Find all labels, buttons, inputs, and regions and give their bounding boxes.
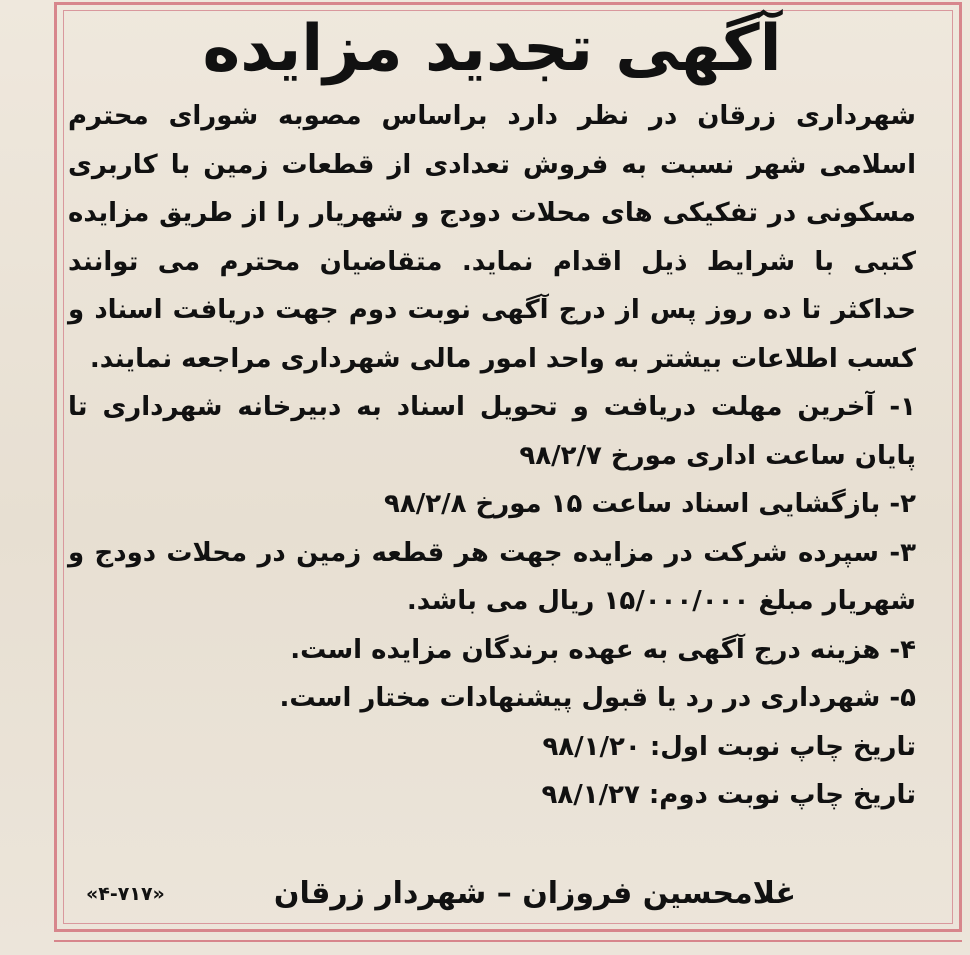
announcement-footer — [68, 872, 916, 916]
auction-announcement — [68, 10, 916, 920]
ad-reference-code: «۴-۷۱۷» — [86, 883, 165, 905]
announcement-title: آگهی تجدید مزایده — [202, 12, 782, 86]
mayor-signature: غلامحسین فروزان – شهردار زرقان — [273, 876, 796, 911]
bottom-divider — [54, 940, 962, 942]
condition-item-3: ۳- سپرده شرکت در مزایده جهت هر قطعه زمین در محلات دودج و شهریار مبلغ ۱۵/۰۰۰/۰۰۰ ریال می باشد. — [68, 537, 916, 616]
condition-item-4: ۴- هزینه درج آگهی به عهده برندگان مزایده است. — [290, 634, 916, 665]
condition-item-5: ۵- شهرداری در رد یا قبول پیشنهادات مختار است. — [279, 683, 916, 713]
condition-item-2: ۲- بازگشایی اسناد ساعت ۱۵ مورخ ۹۸/۲/۸ — [383, 489, 916, 519]
announcement-intro: شهرداری زرقان در نظر دارد براساس مصوبه شورای محترم اسلامی شهر نسبت به فروش تعدادی از قطعات زمین با کاربری مسکونی در تفکیکی های محلات دودج و شهریار را از طریق مزایده کتبی با شرایط ذیل اقدام نماید. متقاضیان محترم می توانند حداکثر تا ده روز پس از درج آگهی نوبت دوم جهت دریافت اسناد و کسب اطلاعات بیشتر به واحد امور مالی شهرداری مراجعه نمایند. — [68, 101, 916, 374]
second-print-date: تاریخ چاپ نوبت دوم: ۹۸/۱/۲۷ — [541, 780, 916, 810]
first-print-date: تاریخ چاپ نوبت اول: ۹۸/۱/۲۰ — [542, 731, 916, 762]
condition-item-1: ۱- آخرین مهلت دریافت و تحویل اسناد به دبیرخانه شهرداری تا پایان ساعت اداری مورخ ۹۸/۲/۷ — [68, 392, 916, 471]
